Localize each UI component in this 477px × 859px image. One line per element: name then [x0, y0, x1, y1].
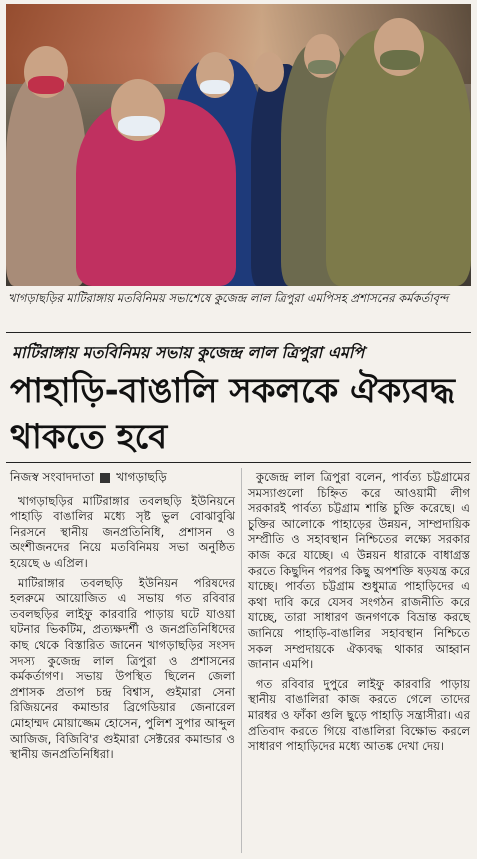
article-paragraph: কুজেন্দ্র লাল ত্রিপুরা বলেন, পার্বত্য চট্টগ্রামের সমস্যাগুলো চিহ্নিত করে আওয়ামী লীগ সরকারই পার্বত্য চট্টগ্রাম শান্তি চুক্তি করেছে। এ চুক্তির আলোকে পাহাড়ের উন্নয়ন, সাম্প্রদায়িক সম্প্রীতি ও সহাবস্থান নিশ্চিতের লক্ষ্যে সরকার কাজ করে যাচ্ছে। এ উন্নয়ন ধারাকে বাধাগ্রস্ত করতে কিছুদিন পরপর কিছু অপশক্তি ষড়যন্ত্র করে যাচ্ছে। পার্বত্য চট্টগ্রাম শুধুমাত্র পাহাড়িদের এ কথা দাবি করে যেসব সংগঠন রাজনীতি করে যাচ্ছে, তারা সাধারণ জনগণকে বিভ্রান্ত করছে জানিয়ে পাহাড়ি-বাঙালির সহাবস্থান নিশ্চিতে সকল সম্প্রদায়কে ঐক্যবদ্ধ থাকার আহ্বান জানান এমপি।	[248, 470, 470, 672]
face-mask	[28, 76, 64, 94]
headline: পাহাড়ি-বাঙালি সকলকে ঐক্যবদ্ধ থাকতে হবে	[10, 371, 455, 457]
column-divider	[241, 468, 242, 853]
byline-separator-icon	[100, 473, 110, 483]
face-mask	[118, 116, 160, 136]
article-paragraph: মাটিরাঙ্গার তবলছড়ি ইউনিয়ন পরিষদের হলরুমে আয়োজিত এ সভায় গত রবিবার তবলছড়ির লাইফু কারবারি পাড়ায় ঘটে যাওয়া ঘটনার ভিকটিম, প্রত্যক্ষদর্শী ও জনপ্রতিনিধিদের কাছ থেকে বিস্তারিত জানেন খাগড়াছড়ির সংসদ সদস্য কুজেন্দ্র লাল ত্রিপুরা ও প্রশাসনের কর্মকর্তাগণ। সভায় উপস্থিত ছিলেন জেলা প্রশাসক প্রতাপ চন্দ্র বিশ্বাস, গুইমারা সেনা রিজিয়নের কমান্ডার ব্রিগেডিয়ার জেনারেল মোহাম্মদ মোয়াজ্জেম হোসেন, পুলিশ সুপার আব্দুল আজিজ, বিজিবি'র গুইমারা সেক্টরের কমান্ডার ও স্থানীয় জনপ্রতিনিধিরা।	[10, 575, 235, 762]
article-paragraph: খাগড়াছড়ির মাটিরাঙ্গার তবলছড়ি ইউনিয়নে পাহাড়ি বাঙালির মধ্যে সৃষ্ট ভুল বোঝাবুঝি নিরসনে স্থানীয় জনপ্রতিনিধি, প্রশাসন ও অংশীজনদের নিয়ে মতবিনিময় সভা অনুষ্ঠিত হয়েছে ৬ এপ্রিল।	[10, 493, 235, 570]
divider	[6, 462, 471, 463]
face-mask	[200, 80, 230, 94]
photo-caption: খাগড়াছড়ির মাটিরাঙ্গায় মতবিনিময় সভাশেষে কুজেন্দ্র লাল ত্রিপুরা এমপিসহ প্রশাসনের কর্মকর্তাবৃন্দ	[8, 291, 449, 305]
byline-location: খাগড়াছড়ি	[116, 470, 167, 484]
byline-reporter: নিজস্ব সংবাদদাতা	[10, 470, 95, 484]
face-mask	[380, 50, 420, 70]
article-paragraph: গত রবিবার দুপুরে লাইফু কারবারি পাড়ায় স্থানীয় বাঙালিরা কাজ করতে গেলে তাদের মারধর ও ফাঁকা গুলি ছুড়ে পাহাড়ি সন্ত্রাসীরা। এর প্রতিবাদ করতে গিয়ে বাঙালিরা বিক্ষোভ করলে সাধারণ পাহাড়িদের মধ্যে আতঙ্ক দেখা দেয়।	[248, 676, 470, 754]
face-mask	[308, 60, 336, 74]
divider	[6, 332, 471, 333]
byline	[10, 470, 235, 486]
photo-person	[6, 74, 86, 286]
article-column-left	[10, 470, 235, 767]
photo-face	[254, 52, 284, 92]
sub-headline: মাটিরাঙ্গায় মতবিনিময় সভায় কুজেন্দ্র লাল ত্রিপুরা এমপি	[12, 343, 365, 362]
article-column-right	[248, 470, 470, 759]
news-photo	[6, 4, 471, 286]
